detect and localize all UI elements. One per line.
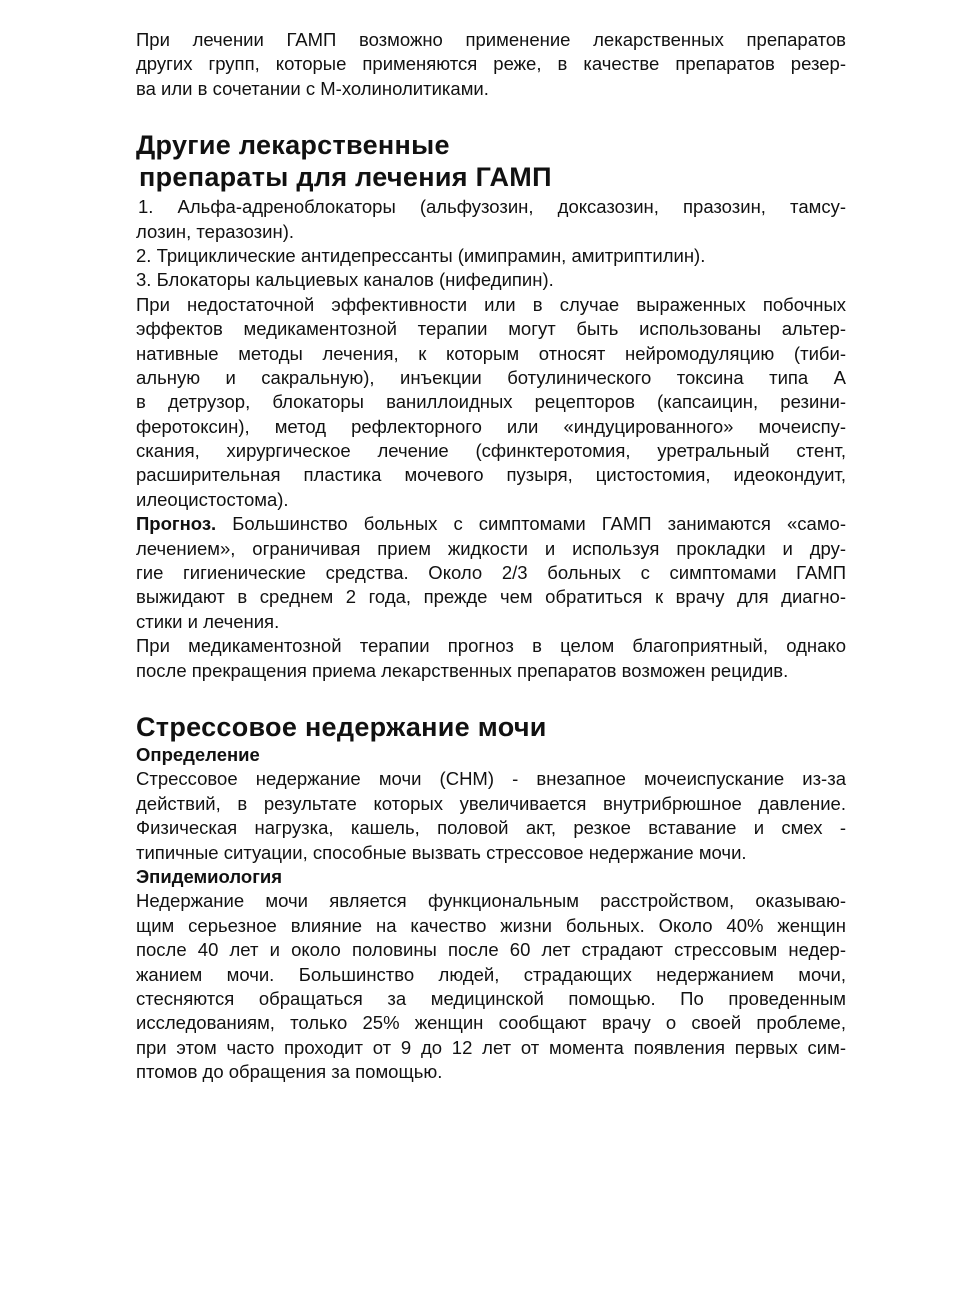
text-line: типичные ситуации, способные вызвать стрессовое недержание мочи.: [136, 841, 747, 863]
subheading-epidemiology: Эпидемиология: [136, 865, 283, 887]
text-line: стесняются обращаться за медицинской помощью. По проведенным: [136, 987, 846, 1009]
text-line: щим серьезное влияние на качество жизни больных. Около 40% женщин: [136, 914, 846, 936]
list-item-continuation: лозин, теразозин).: [136, 220, 295, 242]
text-line: гие гигиенические средства. Около 2/3 больных с симптомами ГАМП: [136, 562, 846, 584]
text-line: илеоцистостома).: [136, 488, 289, 510]
text-line: при этом часто проходит от 9 до 12 лет от момента появления первых сим-: [136, 1036, 846, 1058]
alternative-methods-paragraph: [136, 293, 846, 513]
text-line: При лечении ГАМП возможно применение лекарственных препаратов: [136, 29, 846, 50]
text-line: скания, хирургическое лечение (сфинктеротомия, уретральный стент,: [136, 440, 846, 462]
text-line: При медикаментозной терапии прогноз в целом благоприятный, однако: [136, 635, 846, 657]
text-line: феротоксин), метод рефлекторного или «индуцированного» мочеиспу-: [136, 415, 846, 437]
text-line: после 40 лет и около половины после 60 лет страдают стрессовым недер-: [136, 939, 846, 961]
drug-list: [136, 195, 846, 293]
text-line: после прекращения приема лекарственных препаратов возможен рецидив.: [136, 659, 789, 681]
text-line: Стрессовое недержание мочи (СНМ) - внезапное мочеиспускание из-за: [136, 768, 846, 790]
subheading-definition: Определение: [136, 743, 260, 765]
prognosis-text: Большинство больных с симптомами ГАМП занимаются «само-: [216, 513, 846, 535]
text-line: других групп, которые применяются реже, в качестве препаратов резер-: [136, 53, 846, 75]
text-line: эффектов медикаментозной терапии могут быть использованы альтер-: [136, 318, 846, 340]
epidemiology-paragraph: [136, 889, 846, 1084]
text-line: Недержание мочи является функциональным расстройством, оказываю-: [136, 890, 846, 912]
prognosis-paragraph: [136, 512, 846, 634]
section-heading-other-drugs-line2: препараты для лечения ГАМП: [139, 162, 552, 193]
text-line: жанием мочи. Большинство людей, страдающих недержанием мочи,: [136, 963, 846, 985]
document-page: [136, 28, 846, 1084]
list-item: 3. Блокаторы кальциевых каналов (нифедипин).: [136, 269, 554, 291]
text-line: действий, в результате которых увеличивается внутрибрюшное давление.: [136, 792, 846, 814]
text-line: Физическая нагрузка, кашель, половой акт, резкое вставание и смех -: [136, 817, 846, 839]
text-line: нативные методы лечения, к которым относят нейромодуляцию (тиби-: [136, 342, 846, 364]
text-line: выжидают в среднем 2 года, прежде чем обратиться к врачу для диагно-: [136, 586, 846, 608]
section-heading-stress-incontinence: Стрессовое недержание мочи: [136, 711, 547, 742]
text-line: в детрузор, блокаторы ваниллоидных рецепторов (капсаицин, резини-: [136, 391, 846, 413]
text-line: стики и лечения.: [136, 610, 280, 632]
text-line: альную и сакральную), инъекции ботулинического токсина типа А: [136, 366, 846, 388]
text-line: При недостаточной эффективности или в случае выраженных побочных: [136, 293, 846, 315]
section-heading-other-drugs: Другие лекарственные: [136, 130, 450, 161]
closing-paragraph: [136, 634, 846, 683]
list-item: 2. Трициклические антидепрессанты (имипрамин, амитриптилин).: [136, 244, 706, 266]
definition-paragraph: [136, 767, 846, 865]
text-line: исследованиям, только 25% женщин сообщают врачу о своей проблеме,: [136, 1012, 846, 1034]
text-line: [136, 512, 846, 536]
text-line: птомов до обращения за помощью.: [136, 1061, 443, 1083]
list-item: 1. Альфа-адреноблокаторы (альфузозин, доксазозин, празозин, тамсу-: [138, 196, 846, 218]
prognosis-label: Прогноз.: [136, 513, 217, 535]
text-line: лечением», ограничивая прием жидкости и используя прокладки и дру-: [136, 537, 846, 559]
text-line: ва или в сочетании с М-холинолитиками.: [136, 77, 489, 99]
text-line: расширительная пластика мочевого пузыря, цистостомия, идеокондуит,: [136, 464, 846, 486]
intro-paragraph: [136, 28, 846, 101]
